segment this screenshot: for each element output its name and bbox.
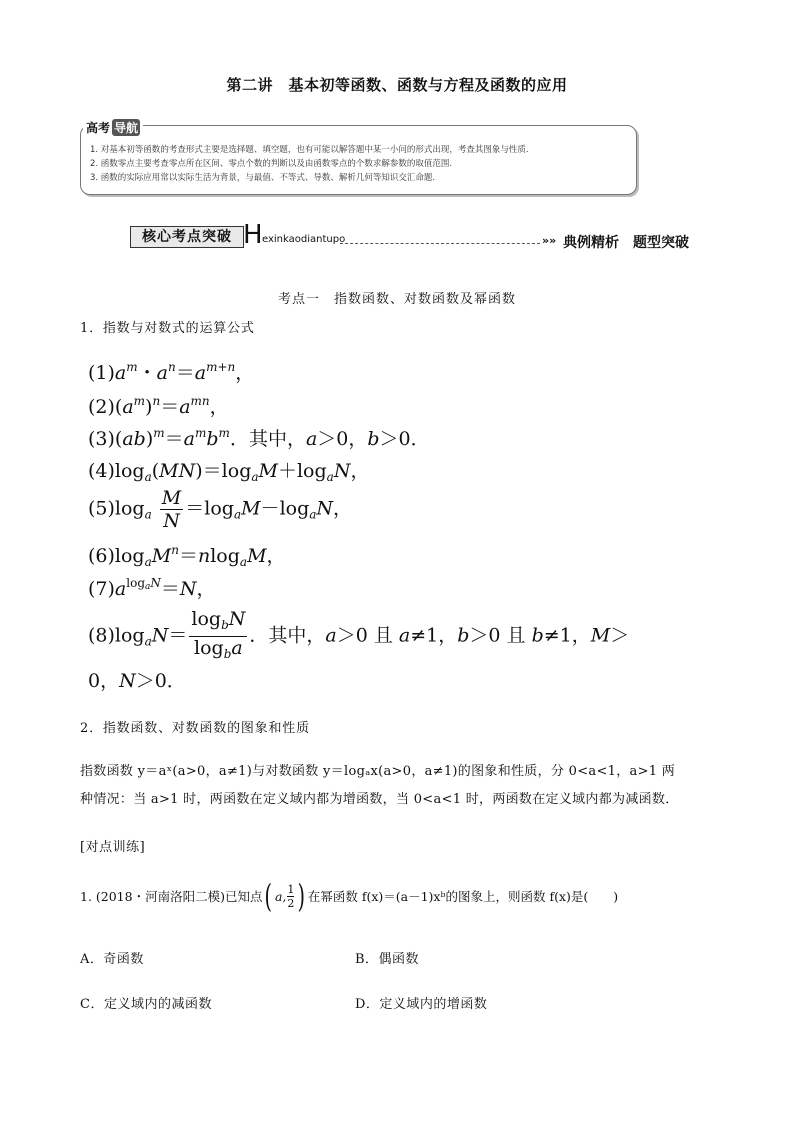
question-suffix: 在幂函数 f(x)＝(a－1)xᵇ的图象上，则函数 f(x)是( ) [307,889,619,904]
practice-label: [对点训练] [80,840,146,855]
formula-4: $(4)\log_a(MN)=\log_aM+\log_aN$， [88,460,370,484]
formula-6: $(6)\log_aM^n=nlog_aM$， [88,543,286,569]
formula-5: $(5)\log_a$ $\frac{M}{N}$ $=\log_aM-\log_aN$， [88,487,353,532]
heading-1: 1．指数与对数式的运算公式 [80,321,255,336]
formula-3: $(3)(ab)^m=a^mb^m$．其中，a＞0，b＞0． [88,426,430,450]
guide-tag-highlight: 导航 [114,121,139,135]
option-c[interactable]: C．定义域内的减函数 [80,997,212,1012]
paragraph-line-1: 指数函数 y＝aˣ(a>0，a≠1)与对数函数 y＝logₐx(a>0，a≠1)的图象和性质，分 0<a<1，a>1 两 [80,764,676,779]
option-d[interactable]: D．定义域内的增函数 [355,997,488,1012]
heading-2: 2．指数函数、对数函数的图象和性质 [80,721,310,736]
guide-line-2: 2. 函数零点主要考查零点所在区间、零点个数的判断以及由函数零点的个数求解参数的取值范围. [90,159,453,169]
guide-line-1: 1. 对基本初等函数的考查形式主要是选择题、填空题，也有可能以解答题中某一小问的形式出现，考查其图象与性质. [90,145,529,155]
point-a: a, [274,888,287,904]
banner-arrows: »» [542,234,557,247]
formula-7: $(7)a^{log_aN}=N$， [88,576,216,600]
paren-close: ) [297,877,306,915]
formula-8-cont: 0，N＞0． [88,670,186,692]
banner-pinyin: exinkaodiantupo [262,234,346,245]
guide-line-3: 3. 函数的实际应用常以实际生活为背景，与最值、不等式、导数、解析几何等知识交汇命题. [90,173,436,183]
banner-right-label: 典例精析 题型突破 [563,235,689,251]
banner-divider [340,243,540,244]
section-title: 考点一 指数函数、对数函数及幂函数 [277,292,516,307]
banner-big-letter: H [243,220,263,250]
page-title: 第二讲 基本初等函数、函数与方程及函数的应用 [226,76,568,94]
formula-2: $(2)(a^m)^n=a^{mn}$， [88,394,229,418]
option-b[interactable]: B．偶函数 [355,952,420,967]
option-a[interactable]: A．奇函数 [80,952,144,967]
guide-tag-text: 高考 [86,121,111,135]
question-prefix: 1. (2018・河南洛阳二模)已知点 [80,889,263,904]
core-banner-label: 核心考点突破 [130,226,244,248]
formula-8: $(8)\log_aN=$ $\frac{\log_bN}{\log_ba}$ ．其中，a＞0 且 a≠1，b＞0 且 b≠1，M＞ [88,608,630,661]
paragraph-line-2: 种情况：当 a>1 时，两函数在定义域内都为增函数，当 0<a<1 时，两函数在定义域内都为减函数． [80,792,679,807]
question-1 [80,877,619,915]
exam-guide-tag [83,119,143,136]
paren-open: ( [264,877,273,915]
formula-1: $(1)a^m$・$a^n=a^{m+n}$， [88,360,255,384]
fraction-one-half: 1 2 [287,882,295,910]
